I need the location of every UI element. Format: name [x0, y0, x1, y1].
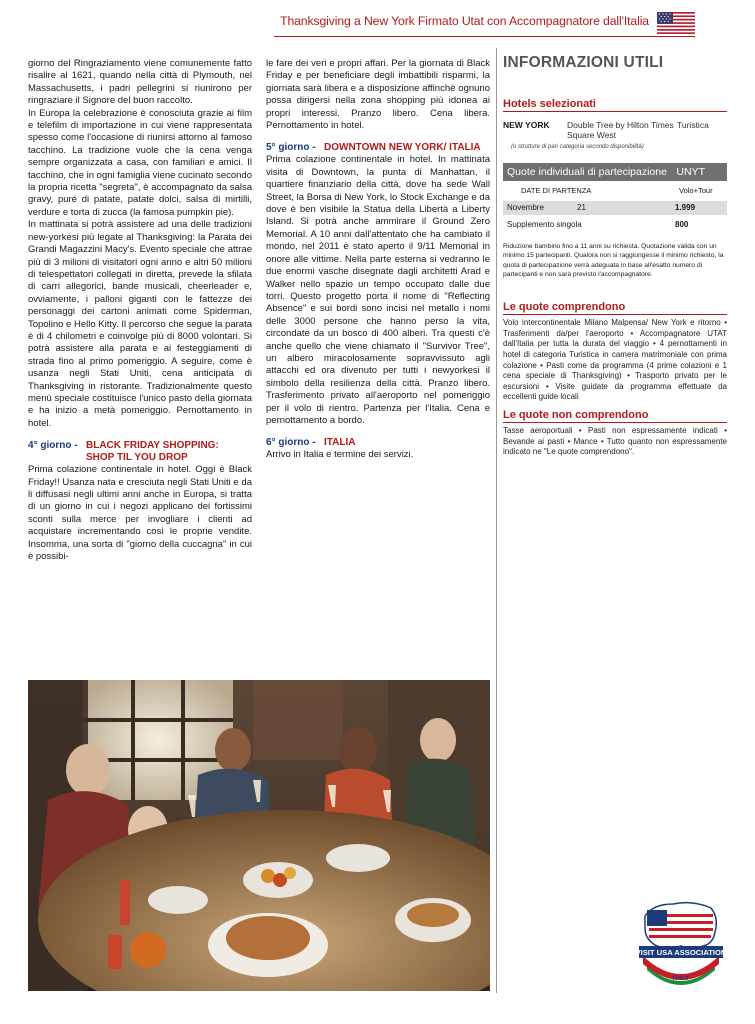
day6-title: ITALIA — [324, 437, 356, 449]
visit-usa-association-logo — [633, 896, 729, 988]
quote-bar — [503, 163, 727, 181]
hotel-category: Turistica — [677, 120, 709, 130]
volo-tour-header: Volo+Tour — [679, 186, 713, 195]
excluded-text: Tasse aeroportuali • Pasti non espressamente indicati • Bevande ai pasti • Mance • Tutto quanto non espressamente indicato ne "Le quote comprendono". — [503, 425, 727, 457]
logo-text-italy: ITALY — [672, 976, 690, 982]
price-row-single-supplement — [503, 218, 727, 232]
us-flag-icon — [657, 12, 695, 34]
quote-title: Quote individuali di partecipazione — [507, 166, 667, 178]
quote-note: Riduzione bambino fino a 11 anni su richiesta. Quotazione valida con un minimo 15 partecipanti. Qualora non si raggiungesse il minimo richiesto, la quota di partecipazione verrà adeguata in base all'esatto numero di partecipanti e non sarà previsto l'accompagnatore. — [503, 243, 724, 278]
single-supplement-label: Supplemento singola — [507, 220, 582, 229]
hotels-section-title: Hotels selezionati — [503, 98, 727, 112]
day6-label: 6° giorno - — [266, 437, 316, 449]
paragraph-parade: In mattinata si potrà assistere ad una delle tradizioni new-yorkesi più legate al Thanksgiving: la Parata dei Grandi Magazzini Macy's. Evento speciale che attrae più di 3 milioni di visitatori ogni anno e altri 50 milioni di telespettatori collegati in diretta, prevede la sfilata di carri allegorici, bande musicali, cheerleader e, ovviamente, i palloni giganti con le fattezze dei personaggi dei cartoni animati come Spiderman, Topolino e Hello Kitty. Il percorso che segue la parata è di 4 chilometri e coinvolge più di 8000 volontari. Si potrà assistere alla parata e ai festeggiamenti di strada fino al primo pomeriggio. A seguire, come è usanza negli Stati Uniti, cena anticipata di Thanksgiving in ristorante. Tradizionalmente questo menù speciale costituisce l'unico pasto della giornata e ha inizio a metà pomeriggio. Pernottamento in hotel. — [28, 219, 252, 429]
day5-heading — [266, 142, 490, 154]
single-supplement-price: 800 — [675, 220, 689, 229]
column-divider — [496, 48, 497, 993]
day5-label: 5° giorno - — [266, 142, 316, 154]
quote-currency: UNYT — [676, 166, 705, 178]
day5-title: DOWNTOWN NEW YORK/ ITALIA — [324, 142, 481, 154]
hotel-row — [503, 120, 727, 140]
day6-heading — [266, 437, 490, 449]
day4-title-line1: BLACK FRIDAY SHOPPING: — [86, 440, 219, 452]
hotel-name: Double Tree by Hilton Times Square West — [567, 120, 674, 140]
day5-text: Prima colazione continentale in hotel. In mattinata visita di Downtown, la punta di Manhattan, il quartiere finanziario della città, dove ha sede Wall Street, la Borsa di New York, lo Stock Exchange e da dove è ben visibile la Statua della Libertà a Liberty Island. Si potrà anche ammirare il Ground Zero Memorial. A 10 anni dall'attentato che ha cambiato il mondo, nel 2011 è stato aperto il 9/11 Memorial in onore alle vittime. Nella parte esterna si vedranno le due enormi vasche disegnate dagli architetti Arad e Walker nello spazio un tempo occupato dalle due torri. Questo progetto porta il nome di "Reflecting Absence" e sui bordi sono incisi nel metallo i nomi delle 3000 persone che hanno perso la vita, circondate da un bosco di 400 alberi. Tra questi c'è anche quello che viene chiamato il "Survivor Tree", un albero miracolosamente sopravvissuto agli attacchi ed ora divenuto per tutti i newyorkesi il simbolo della resilienza della città. Pranzo libero. Trasferimento privato all'aeroporto nel pomeriggio per il volo di rientro. Partenza per l'Italia. Cena e pernottamento a bordo. — [266, 154, 490, 426]
departure-month: Novembre — [507, 203, 544, 212]
dates-header: DATE DI PARTENZA — [521, 186, 592, 195]
text-column-1 — [28, 58, 252, 563]
included-text: Volo intercontinentale Milano Malpensa/ New York e ritorno • Trasferimenti da/per l'aeroporto • Accompagnatore UTAT dall'Italia per tutta la durata del viaggio • 4 pernottamenti in hotel di categoria Turistica in camera matrimoniale con prima colazione • Pasti come da programma (4 prime colazioni e 1 cena speciale di Thanksgiving) • Trasporto privato per le escursioni • Visite guidate da programma effettuate da eccellenti guide locali — [503, 318, 727, 402]
thanksgiving-dinner-photo — [28, 680, 490, 991]
logo-text-association: VISIT USA ASSOCIATION — [635, 948, 727, 957]
excluded-section-title: Le quote non comprendono — [503, 409, 727, 423]
header-rule — [274, 36, 695, 37]
included-section-title: Le quote comprendono — [503, 301, 727, 315]
info-title: INFORMAZIONI UTILI — [503, 54, 664, 71]
page-header-title: Thanksgiving a New York Firmato Utat con Accompagnatore dall'Italia — [280, 14, 649, 28]
price-table-header — [503, 186, 727, 195]
day4-label: 4° giorno - — [28, 440, 78, 452]
paragraph-europe: In Europa la celebrazione è conosciuta grazie ai film e telefilm di importazione in cui viene rappresentata spesso come l'occasione di riunirsi attorno al famoso tacchino. La tradizione vuole che la cena venga sempre organizzata a casa, con familiari e amici. Il tacchino, che in ogni famiglia viene cucinato secondo la propria ricetta "segreta", è accompagnato da salsa gravy, puré di patate, patate dolci, salsa di mirtilli, verdure e torta di zucca (la famosa pumpkin pie). — [28, 107, 252, 218]
text-column-2 — [266, 58, 490, 462]
hotel-city: NEW YORK — [503, 120, 550, 130]
departure-price: 1.999 — [675, 203, 696, 212]
day4-heading — [28, 440, 252, 464]
day4-text: Prima colazione continentale in hotel. Oggi è Black Friday!! Usanza nata e cresciuta negli Stati Uniti e da li diffusasi negli ultimi anni anche in Europa, si tratta di un giorno in cui i negozi applicano dei fortissimi sconti sulla merce per invogliare i clienti ad acquistare incrementando così le proprie vendite. Insomma, una sorta di "giorno della cuccagna" in cui è possibi- — [28, 464, 252, 563]
paragraph-black-friday-cont: le fare dei veri e propri affari. Per la giornata di Black Friday e per beneficiare degli imbattibili risparmi, la giornata sarà libera e a disposizione affinchè ognuno possa dirigersi nella zona shopping più idonea ai propri interessi. Pranzo libero. Cena libera. Pernottamento in hotel. — [266, 58, 490, 132]
info-sidebar — [503, 54, 727, 458]
day6-text: Arrivo in Italia e termine dei servizi. — [266, 449, 414, 461]
hotel-note: (o strutture di pari categoria secondo disponibilità) — [511, 144, 644, 150]
price-row-november — [503, 201, 727, 215]
day4-title-line2: SHOP TIL YOU DROP — [86, 452, 188, 464]
paragraph-origins: giorno del Ringraziamento viene comunemente fatto risalire al 1621, quando nella città di Plymouth, nel Massachusetts, i padri pellegrini si riunirono per ringraziare il Signore del buon raccolto. — [28, 58, 252, 107]
departure-day: 21 — [577, 203, 586, 212]
